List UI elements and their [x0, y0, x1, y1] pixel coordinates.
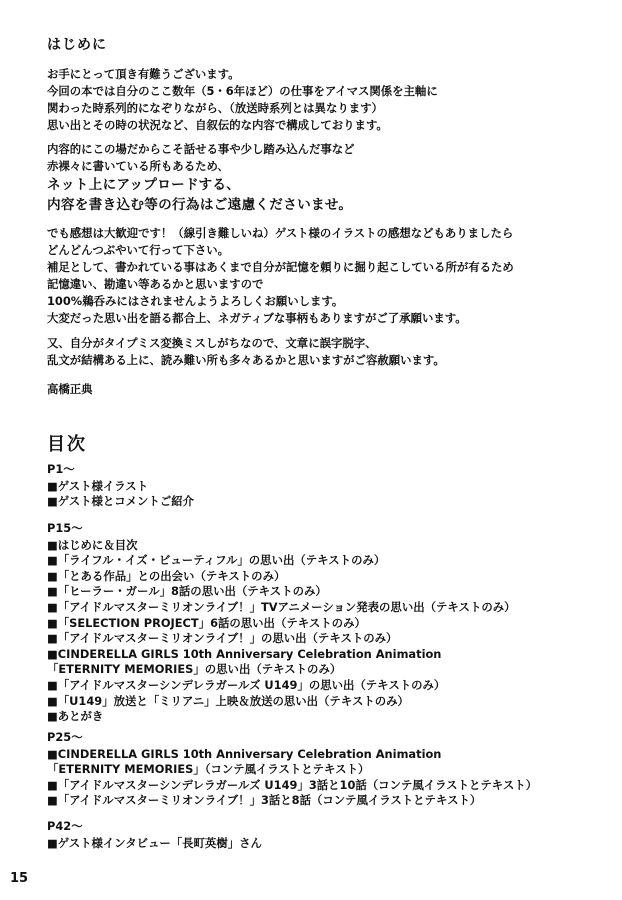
emphasis-line: 内容を書き込む等の行為はご遠慮くださいませ。 [47, 197, 353, 213]
text-line: 補足として、書かれている事はあくまで自分が記憶を頼りに掘り起こしている所が有るため [47, 260, 514, 274]
text-line: 又、自分がタイプミス変換ミスしがちなので、文章に誤字脱字、 [47, 336, 377, 350]
toc-item: ■「ヒーラー・ガール」8話の思い出（テキストのみ） [47, 584, 327, 599]
toc-item: ■ゲスト様インタビュー「長町英樹」さん [47, 835, 262, 850]
toc-group-p15 [47, 521, 516, 725]
text-line: 関わった時系列的になぞりながら、（放送時系列とは異なります） [47, 101, 383, 115]
text-line: どんどんつぶやいて行って下さい。 [47, 243, 230, 257]
toc-item: ■「アイドルマスターミリオンライブ！」の思い出（テキストのみ） [47, 631, 398, 646]
emphasis-line: ネット上にアップロードする、 [47, 177, 241, 193]
toc-item: ■ゲスト様イラスト [47, 478, 149, 493]
toc-item: ■「アイドルマスターシンデレラガールズ U149」3話と10話（コンテ風イラストとテキスト） [47, 777, 538, 792]
text-line: 赤裸々に書いている所もあるため、 [47, 159, 229, 173]
toc-item: ■「SELECTION PROJECT」6話の思い出（テキストのみ） [47, 615, 366, 630]
toc-item: ■CINDERELLA GIRLS 10th Anniversary Celebration Animation [47, 746, 442, 761]
intro-heading: はじめに [47, 37, 107, 53]
intro-paragraph-3 [47, 225, 514, 327]
toc-page-label: P1～ [47, 462, 75, 476]
text-line: 100%鵜呑みにはされませんようよろしくお願いします。 [47, 294, 344, 308]
toc-item: ■「ライフル・イズ・ビューティフル」の思い出（テキストのみ） [47, 553, 386, 568]
toc-item: ■「U149」放送と「ミリアニ」上映＆放送の思い出（テキストのみ） [47, 693, 409, 708]
toc-title: 目次 [47, 434, 87, 455]
toc-group-p25 [47, 730, 537, 809]
intro-paragraph-2 [47, 141, 355, 215]
toc-item: ■「アイドルマスターミリオンライブ！」3話と8話（コンテ風イラストとテキスト） [47, 793, 482, 808]
text-line: 内容的にこの場だからこそ話せる事や少し踏み込んだ事など [47, 142, 355, 156]
text-line: でも感想は大歓迎です！（線引き難しいね）ゲスト様のイラストの感想などもありましたら [47, 226, 514, 240]
toc-item: ■「アイドルマスターシンデレラガールズ U149」の思い出（テキストのみ） [47, 677, 446, 692]
author-signature: 高橋正典 [47, 382, 93, 396]
intro-paragraph-1 [47, 66, 438, 134]
toc-item: ■CINDERELLA GIRLS 10th Anniversary Celebration Animation [47, 646, 442, 661]
toc-page-label: P25～ [47, 730, 83, 744]
toc-item: 「ETERNITY MEMORIES」の思い出（テキストのみ） [47, 662, 342, 677]
page-number: 15 [10, 871, 29, 886]
text-line: 今回の本では自分のここ数年（5・6年ほど）の仕事をアイマス関係を主軸に [47, 84, 438, 98]
text-line: 記憶違い、勘違い等あるかと思いますので [47, 277, 264, 291]
toc-item: ■「とある作品」との出会い（テキストのみ） [47, 568, 286, 583]
toc-item: ■あとがき [47, 709, 104, 724]
text-line: お手にとって頂き有難うございます。 [47, 67, 240, 81]
toc-item: ■はじめに＆目次 [47, 537, 138, 552]
toc-item: ■「アイドルマスターミリオンライブ！」TVアニメーション発表の思い出（テキストのみ） [47, 599, 516, 614]
text-line: 思い出とその時の状況など、自叙伝的な内容で構成しております。 [47, 118, 388, 132]
toc-page-label: P15～ [47, 521, 83, 535]
toc-group-p1 [47, 462, 194, 510]
text-line: 乱文が結構ある上に、読み難い所も多々あるかと思いますがご容赦願います。 [47, 353, 445, 367]
toc-item: ■ゲスト様とコメントご紹介 [47, 494, 194, 509]
toc-page-label: P42～ [47, 819, 83, 833]
toc-group-p42 [47, 819, 262, 851]
toc-item: 「ETERNITY MEMORIES」（コンテ風イラストとテキスト） [47, 762, 370, 777]
text-line: 大変だった思い出を語る都合上、ネガティブな事柄もありますがご了承願います。 [47, 311, 467, 325]
intro-paragraph-4 [47, 335, 445, 369]
